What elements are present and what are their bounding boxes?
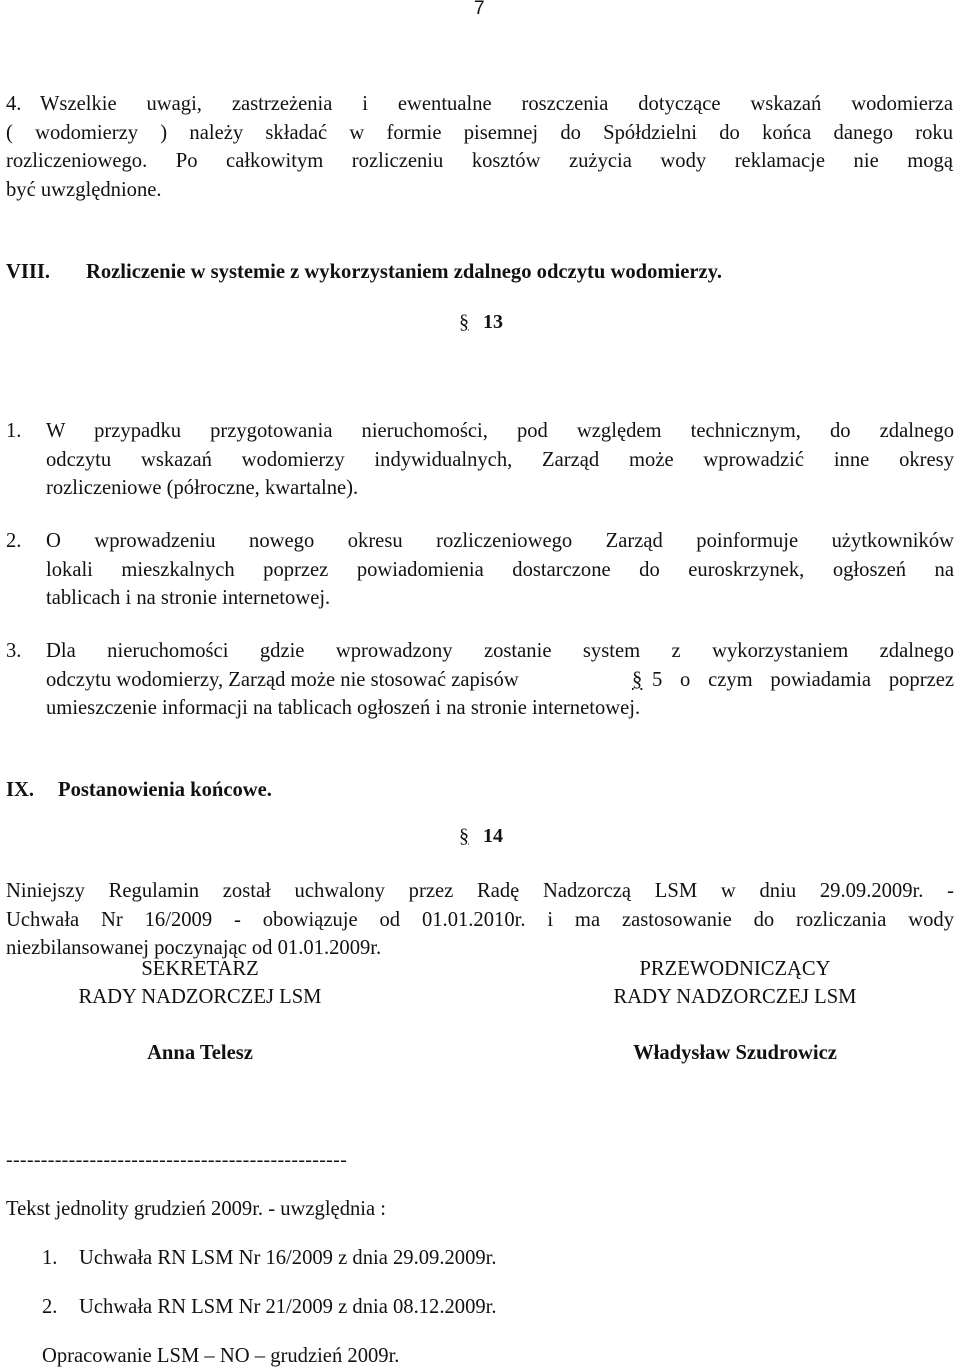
section-title: Rozliczenie w systemie z wykorzystaniem zdalnego odczytu wodomierzy. bbox=[86, 261, 722, 283]
paragraph-number: 13 bbox=[483, 311, 503, 333]
item-4-line: rozliczeniowego. Po całkowitym rozliczeniu kosztów zużycia wody reklamacje nie mogą bbox=[6, 150, 953, 172]
item-4-line: Wszelkie uwagi, zastrzeżenia i ewentualne roszczenia dotyczące wskazań wodomierza bbox=[40, 93, 953, 115]
item-number: 2. bbox=[6, 530, 22, 552]
signature-role: PRZEWODNICZĄCY bbox=[639, 958, 831, 980]
signature-body: RADY NADZORCZEJ LSM bbox=[78, 986, 322, 1008]
separator-line: ------------------------------------------------- bbox=[6, 1149, 348, 1171]
signature-block-left bbox=[20, 955, 380, 1067]
item-line: Dla nieruchomości gdzie wprowadzony zostanie system z wykorzystaniem zdalnego bbox=[46, 640, 954, 662]
paragraph-number: 14 bbox=[483, 825, 503, 847]
item-4-line: być uwzględnione. bbox=[6, 179, 162, 201]
footer-item: Uchwała RN LSM Nr 16/2009 z dnia 29.09.2009r. bbox=[79, 1247, 497, 1269]
section-title: Postanowienia końcowe. bbox=[58, 779, 272, 801]
page-number: 7 bbox=[474, 0, 485, 19]
footer-intro: Tekst jednolity grudzień 2009r. - uwzględnia : bbox=[6, 1198, 387, 1220]
item-line: O wprowadzeniu nowego okresu rozliczeniowego Zarząd poinformuje użytkowników bbox=[46, 530, 954, 552]
signature-name: Anna Telesz bbox=[147, 1042, 253, 1064]
section-sign: § bbox=[459, 311, 469, 333]
item-line: lokali mieszkalnych poprzez powiadomienia dostarczone do euroskrzynek, ogłoszeń na bbox=[46, 559, 954, 581]
section-number: IX. bbox=[6, 779, 35, 801]
section-number: VIII. bbox=[6, 261, 51, 283]
item-4-line: ( wodomierzy ) należy składać w formie pisemnej do Spółdzielni do końca danego roku bbox=[6, 122, 953, 144]
footer-item-number: 1. bbox=[42, 1247, 58, 1269]
item-number: 1. bbox=[6, 420, 22, 442]
signature-role: SEKRETARZ bbox=[141, 958, 259, 980]
paragraph-line: Uchwała Nr 16/2009 - obowiązuje od 01.01.2010r. i ma zastosowanie do rozliczania wody bbox=[6, 909, 954, 931]
item-line: umieszczenie informacji na tablicach ogłoszeń i na stronie internetowej. bbox=[46, 697, 641, 719]
section-sign: § bbox=[632, 669, 643, 691]
signature-block-right bbox=[550, 955, 920, 1067]
footer-item: Uchwała RN LSM Nr 21/2009 z dnia 08.12.2009r. bbox=[79, 1296, 497, 1318]
item-line: tablicach i na stronie internetowej. bbox=[46, 587, 331, 609]
signature-body: RADY NADZORCZEJ LSM bbox=[613, 986, 857, 1008]
item-line-part: 5 o czym powiadamia poprzez bbox=[652, 669, 954, 691]
item-line: W przypadku przygotowania nieruchomości, pod względem technicznym, do zdalnego bbox=[46, 420, 954, 442]
footer-prepared: Opracowanie LSM – NO – grudzień 2009r. bbox=[42, 1345, 400, 1367]
footer-item-number: 2. bbox=[42, 1296, 58, 1318]
signature-name: Władysław Szudrowicz bbox=[633, 1042, 837, 1064]
item-line: rozliczeniowe (półroczne, kwartalne). bbox=[46, 477, 359, 499]
paragraph-14-heading bbox=[459, 825, 503, 848]
section-sign: § bbox=[459, 825, 469, 847]
item-line-part: odczytu wodomierzy, Zarząd może nie stosować zapisów bbox=[46, 669, 519, 691]
paragraph-line: Niniejszy Regulamin został uchwalony przez Radę Nadzorczą LSM w dniu 29.09.2009r. - bbox=[6, 880, 954, 902]
paragraph-line: niezbilansowanej poczynając od 01.01.2009r. bbox=[6, 937, 382, 959]
paragraph-13-heading bbox=[459, 311, 503, 334]
item-number: 4. bbox=[6, 93, 22, 115]
item-line: odczytu wskazań wodomierzy indywidualnych, Zarząd może wprowadzić inne okresy bbox=[46, 449, 954, 471]
item-number: 3. bbox=[6, 640, 22, 662]
